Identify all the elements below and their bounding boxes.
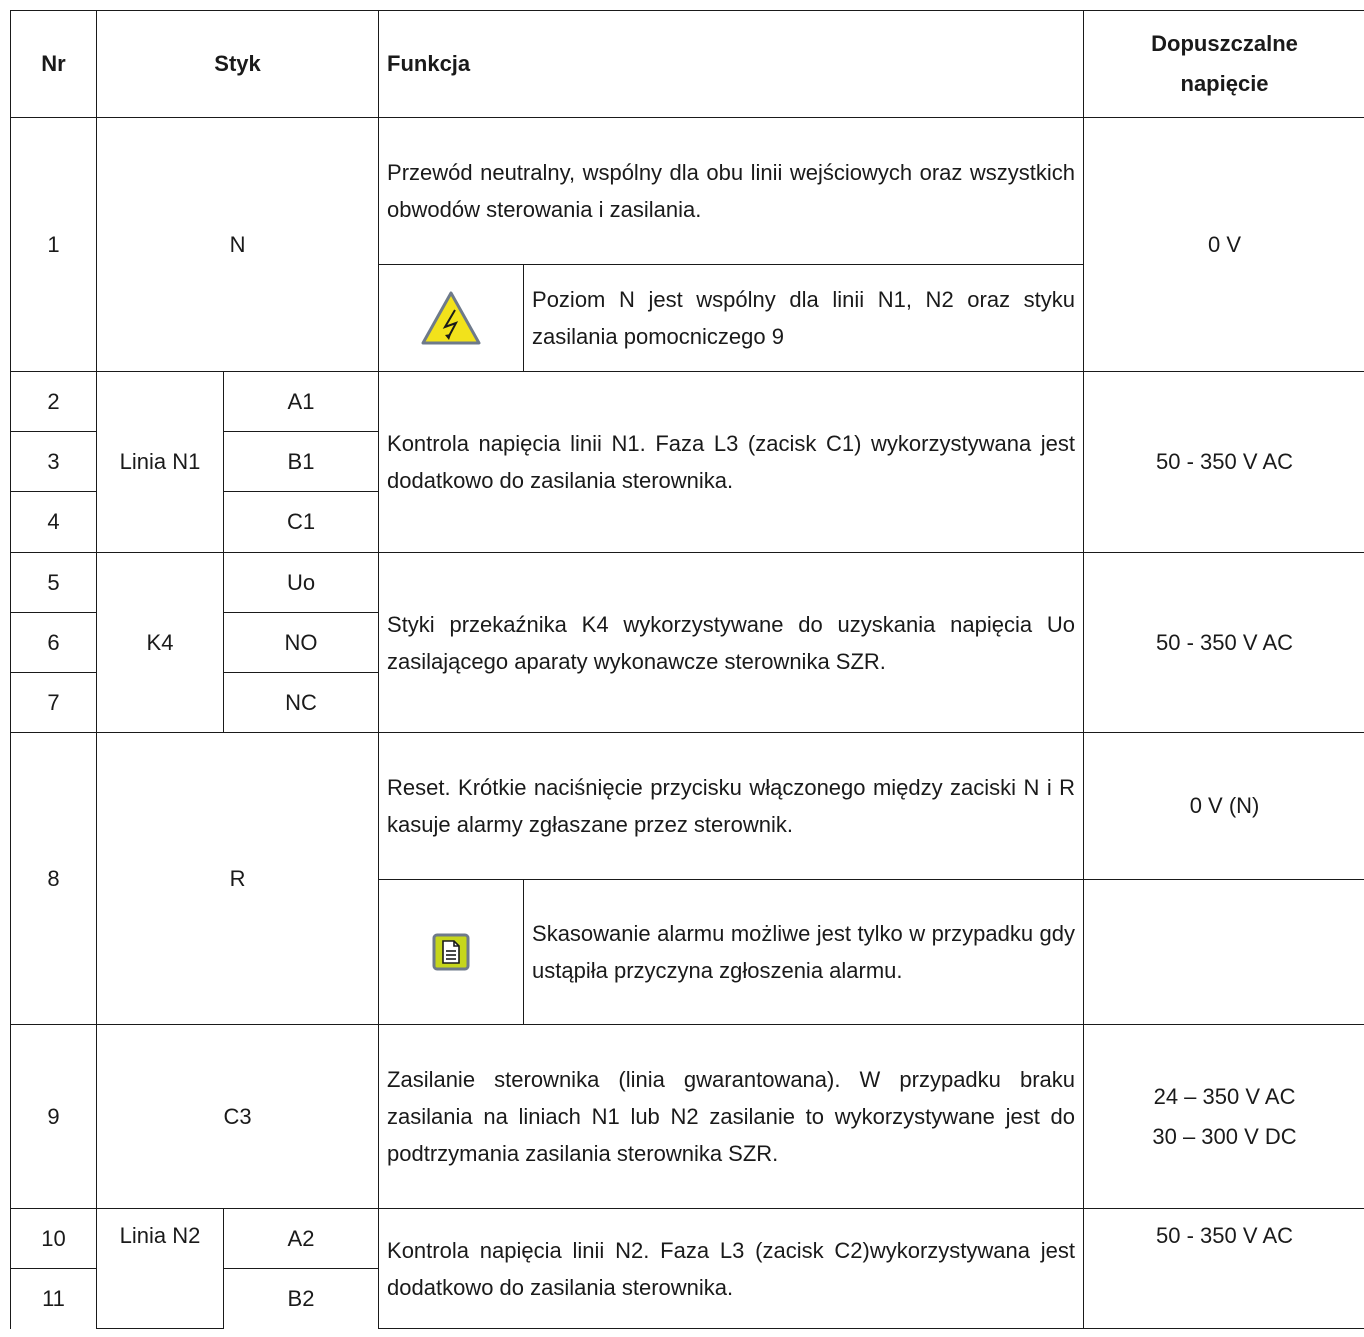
group-label: Linia N2 bbox=[97, 1209, 224, 1329]
row-funkcja: Kontrola napięcia linii N1. Faza L3 (zacisk C1) wykorzystywana jest dodatkowo do zasilania sterownika. bbox=[379, 372, 1084, 553]
header-nr: Nr bbox=[11, 11, 97, 118]
table-row bbox=[11, 1025, 1364, 1209]
sub-terminal: NC bbox=[224, 673, 379, 733]
row-napiecie bbox=[1084, 1025, 1364, 1209]
row-nr: 7 bbox=[11, 673, 97, 733]
row-napiecie: 50 - 350 V AC bbox=[1084, 553, 1364, 733]
row-nr: 2 bbox=[11, 372, 97, 432]
sub-terminal: A1 bbox=[224, 372, 379, 432]
row-nr: 11 bbox=[11, 1269, 97, 1329]
row-nr: 1 bbox=[11, 118, 97, 372]
header-funkcja: Funkcja bbox=[379, 11, 1084, 118]
note-document-icon bbox=[432, 933, 470, 971]
row-funkcja: Reset. Krótkie naciśnięcie przycisku włączonego między zaciski N i R kasuje alarmy zgłaszane przez sterownik. bbox=[379, 733, 1084, 880]
note-text: Skasowanie alarmu możliwe jest tylko w przypadku gdy ustąpiła przyczyna zgłoszenia alarmu. bbox=[524, 880, 1084, 1025]
napiecie-dc: 30 – 300 V DC bbox=[1152, 1123, 1297, 1149]
sub-terminal: A2 bbox=[224, 1209, 379, 1269]
group-label: Linia N1 bbox=[97, 372, 224, 553]
sub-terminal: C1 bbox=[224, 492, 379, 553]
row-funkcja: Styki przekaźnika K4 wykorzystywane do uzyskania napięcia Uo zasilającego aparaty wykonawcze sterownika SZR. bbox=[379, 553, 1084, 733]
row-nr: 4 bbox=[11, 492, 97, 553]
row-napiecie: 0 V bbox=[1084, 118, 1364, 372]
group-label: K4 bbox=[97, 553, 224, 733]
row-nr: 9 bbox=[11, 1025, 97, 1209]
row-nr: 6 bbox=[11, 613, 97, 673]
header-row bbox=[11, 11, 1364, 118]
row-nr: 8 bbox=[11, 733, 97, 1025]
row-funkcja: Zasilanie sterownika (linia gwarantowana). W przypadku braku zasilania na liniach N1 lub N2 zasilanie to wykorzystywane jest do podtrzymania zasilania sterownika SZR. bbox=[379, 1025, 1084, 1209]
row-nr: 3 bbox=[11, 432, 97, 492]
table-row bbox=[11, 1209, 1364, 1269]
row-styk: N bbox=[97, 118, 379, 372]
header-styk: Styk bbox=[97, 11, 379, 118]
note-icon-cell bbox=[379, 880, 524, 1025]
sub-terminal: Uo bbox=[224, 553, 379, 613]
row-napiecie: 50 - 350 V AC bbox=[1084, 1209, 1364, 1329]
row-styk: C3 bbox=[97, 1025, 379, 1209]
note-text: Poziom N jest wspólny dla linii N1, N2 oraz styku zasilania pomocniczego 9 bbox=[524, 265, 1084, 372]
sub-terminal: B1 bbox=[224, 432, 379, 492]
row-napiecie: 0 V (N) bbox=[1084, 733, 1364, 880]
empty-cell bbox=[1084, 880, 1364, 1025]
row-nr: 10 bbox=[11, 1209, 97, 1269]
note-icon-cell bbox=[379, 265, 524, 372]
table-row bbox=[11, 553, 1364, 613]
sub-terminal: NO bbox=[224, 613, 379, 673]
table-row bbox=[11, 118, 1364, 265]
row-funkcja: Kontrola napięcia linii N2. Faza L3 (zacisk C2)wykorzystywana jest dodatkowo do zasilania sterownika. bbox=[379, 1209, 1084, 1329]
table-row bbox=[11, 372, 1364, 432]
header-napiecie-line2: napięcie bbox=[1180, 71, 1269, 96]
high-voltage-warning-icon bbox=[420, 290, 482, 346]
row-napiecie: 50 - 350 V AC bbox=[1084, 372, 1364, 553]
table-row bbox=[11, 733, 1364, 880]
terminal-table bbox=[10, 10, 1364, 1329]
napiecie-ac: 24 – 350 V AC bbox=[1153, 1083, 1296, 1109]
row-funkcja: Przewód neutralny, wspólny dla obu linii wejściowych oraz wszystkich obwodów sterowania i zasilania. bbox=[379, 118, 1084, 265]
header-napiecie bbox=[1084, 11, 1364, 118]
header-napiecie-line1: Dopuszczalne bbox=[1151, 31, 1298, 56]
row-styk: R bbox=[97, 733, 379, 1025]
row-nr: 5 bbox=[11, 553, 97, 613]
sub-terminal: B2 bbox=[224, 1269, 379, 1329]
